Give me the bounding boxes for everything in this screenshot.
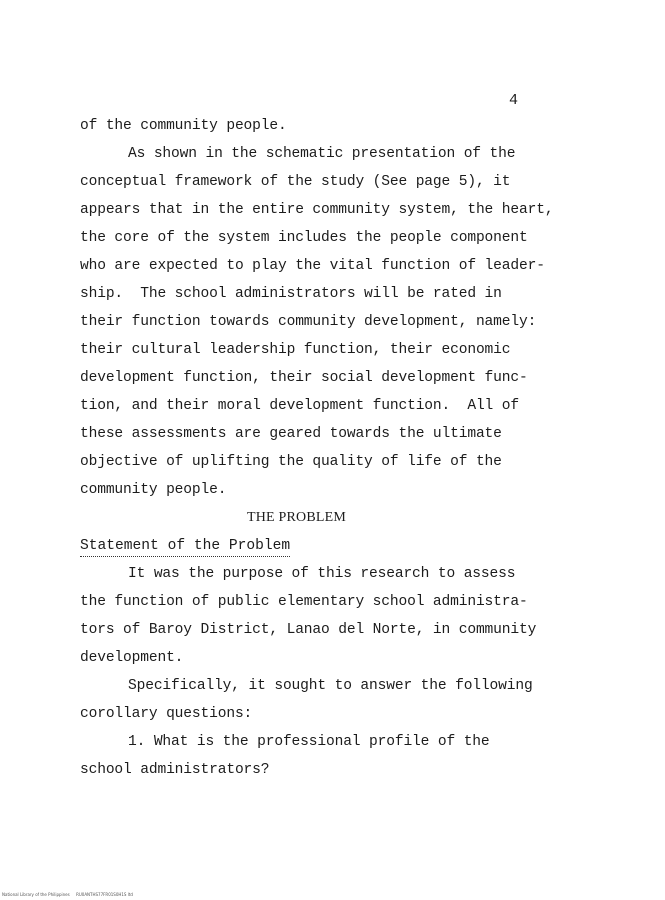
question-item: 1. What is the professional profile of the [128,734,490,750]
text-line: school administrators? [80,762,270,778]
text-line: their cultural leadership function, their economic [80,342,511,358]
paragraph-first-line: It was the purpose of this research to assess [128,566,516,582]
text-line: their function towards community development, namely: [80,314,537,330]
text-line: conceptual framework of the study (See page 5), it [80,174,511,190]
subsection-heading: Statement of the Problem [80,537,290,557]
text-line: objective of uplifting the quality of life of the [80,454,502,470]
text-line: corollary questions: [80,706,253,722]
text-line: tors of Baroy District, Lanao del Norte, in community [80,622,537,638]
text-line: these assessments are geared towards the ultimate [80,426,502,442]
text-line: development function, their social development func- [80,370,528,386]
text-line: who are expected to play the vital function of leader- [80,258,545,274]
paragraph-first-line: Specifically, it sought to answer the following [128,678,533,694]
text-line: ship. The school administrators will be rated in [80,286,502,302]
text-line: of the community people. [80,118,287,134]
text-line: tion, and their moral development function. All of [80,398,519,414]
section-heading: THE PROBLEM [247,510,347,525]
text-line: development. [80,650,184,666]
page-number: 4 [509,92,519,109]
text-line: community people. [80,482,227,498]
text-line: appears that in the entire community system, the heart, [80,202,554,218]
text-line: the function of public elementary school administra- [80,594,528,610]
footer-scan-label: National Library of the Philippines RU0ANTHS77FR01S0H1S ltd [2,892,133,897]
text-line: the core of the system includes the people component [80,230,528,246]
paragraph-first-line: As shown in the schematic presentation of the [128,146,516,162]
